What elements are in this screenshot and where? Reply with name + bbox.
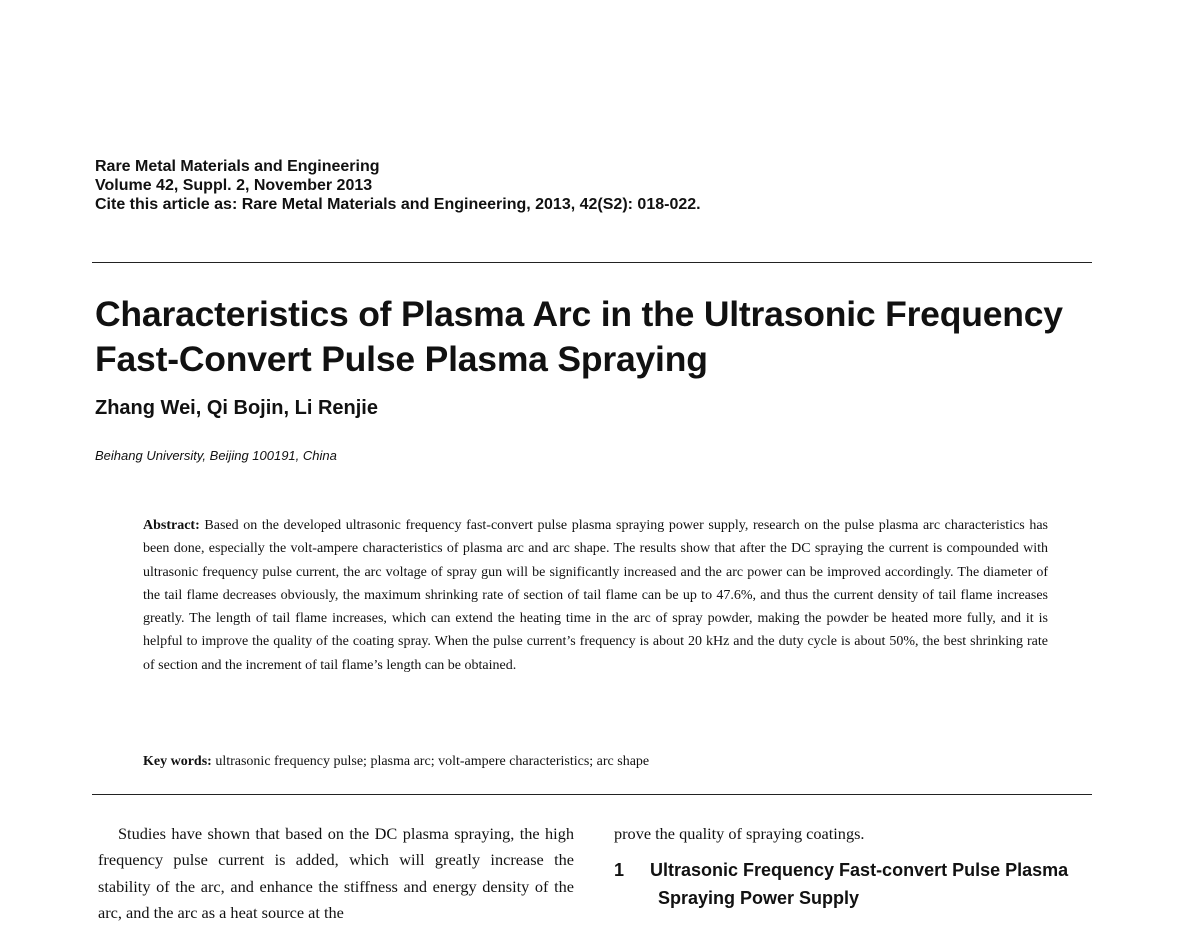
citation-line: Cite this article as: Rare Metal Materials and Engineering, 2013, 42(S2): 018-022. (95, 196, 701, 213)
right-column (614, 821, 1094, 847)
journal-header (95, 157, 701, 214)
keywords-text: ultrasonic frequency pulse; plasma arc; volt-ampere characteristics; arc shape (215, 754, 650, 769)
abstract-text: Based on the developed ultrasonic frequency fast-convert pulse plasma spraying power supply, research on the pulse plasma arc characteristics has been done, especially the volt-ampere characteristics of plasma arc and arc shape. The results show that after the DC spraying the current is compounded with ultrasonic frequency pulse current, the arc voltage of spray gun will be significantly increased and the arc power can be improved accordingly. The diameter of the tail flame decreases obviously, the maximum shrinking rate of section of tail flame can be up to 47.6%, and thus the current density of tail flame increases greatly. The length of tail flame increases, which can extend the heating time in the arc of spray powder, making the powder be heated more fully, and it is helpful to improve the quality of the coating spray. When the pulse current’s frequency is about 20 kHz and the duty cycle is about 50%, the best shrinking rate of section and the increment of tail flame’s length can be obtained. (143, 518, 1049, 673)
journal-name: Rare Metal Materials and Engineering (95, 158, 380, 175)
section-heading (614, 856, 1104, 912)
keywords (143, 754, 1048, 770)
authors: Zhang Wei, Qi Bojin, Li Renjie (95, 397, 378, 419)
abstract-label: Abstract: (143, 518, 200, 533)
paper-title (95, 292, 1105, 382)
abstract-bottom-divider (92, 794, 1092, 795)
left-column (98, 821, 574, 926)
keywords-label: Key words: (143, 754, 212, 769)
title-line-2: Fast-Convert Pulse Plasma Spraying (95, 339, 708, 379)
abstract (143, 514, 1048, 677)
section-title-line-1: Ultrasonic Frequency Fast-convert Pulse Plasma (650, 860, 1069, 880)
section-title-line-2: Spraying Power Supply (658, 888, 860, 908)
intro-paragraph: Studies have shown that based on the DC plasma spraying, the high frequency pulse current is added, which will greatly increase the stability of the arc, and enhance the stiffness and energy density of the arc, and the arc as a heat source at the (98, 824, 574, 922)
volume-line: Volume 42, Suppl. 2, November 2013 (95, 177, 373, 194)
top-divider (92, 262, 1092, 263)
title-line-1: Characteristics of Plasma Arc in the Ultrasonic Frequency (95, 294, 1063, 334)
continued-paragraph: prove the quality of spraying coatings. (614, 824, 865, 843)
section-number: 1 (614, 860, 625, 880)
affiliation: Beihang University, Beijing 100191, China (95, 448, 337, 463)
